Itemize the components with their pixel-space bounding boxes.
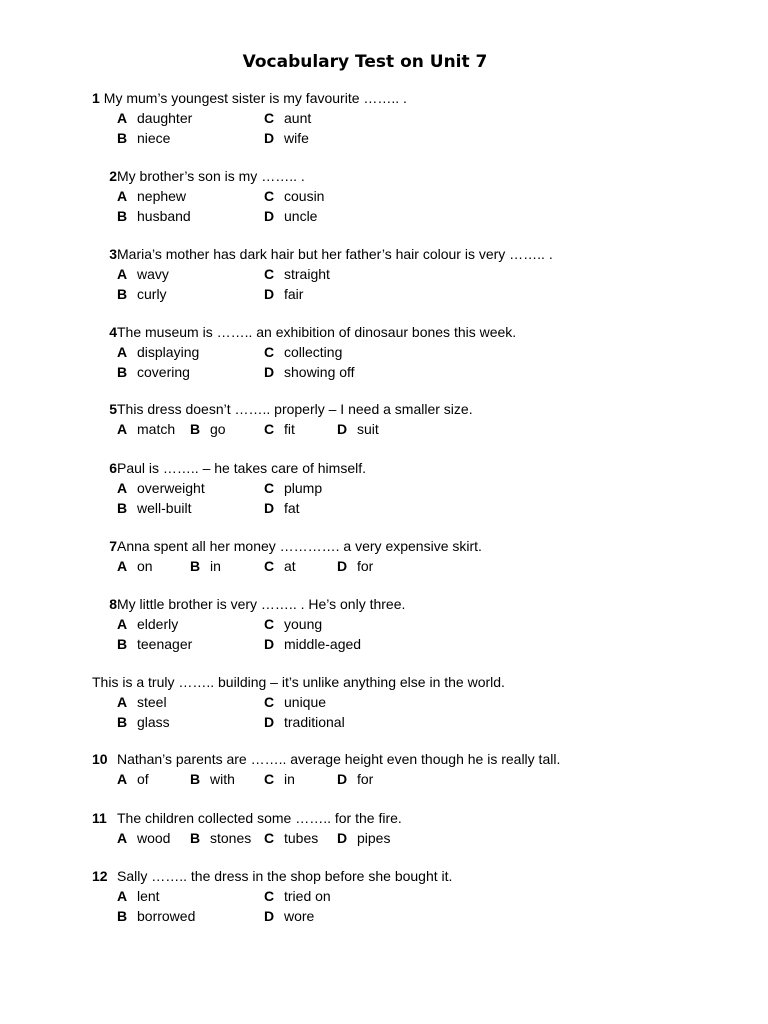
question-text: Nathan’s parents are …….. average height even though he is really tall. <box>117 751 561 767</box>
question-1 <box>92 88 732 148</box>
option-c[interactable]: C straight <box>264 266 330 282</box>
option-d[interactable]: D traditional <box>264 714 345 730</box>
option-d[interactable]: D pipes <box>337 830 391 846</box>
question-number: 7 <box>109 538 117 554</box>
option-d[interactable]: D middle-aged <box>264 636 362 652</box>
question-number: 6 <box>109 460 117 476</box>
question-number: 10 <box>92 751 108 767</box>
option-a[interactable]: A overweight <box>117 480 205 496</box>
option-b[interactable]: B husband <box>117 208 191 224</box>
question-text: This dress doesn’t …….. properly – I need a smaller size. <box>117 401 473 417</box>
option-b[interactable]: B go <box>190 421 226 437</box>
option-c[interactable]: C unique <box>264 694 327 710</box>
option-d[interactable]: D suit <box>337 421 379 437</box>
question-stem <box>92 88 732 108</box>
question-stem <box>92 866 732 886</box>
option-b[interactable]: B with <box>190 771 235 787</box>
question-stem <box>92 594 732 614</box>
option-c[interactable]: C plump <box>264 480 323 496</box>
question-text: This is a truly …….. building – it’s unlike anything else in the world. <box>92 674 505 690</box>
question-stem <box>92 166 732 186</box>
answer-options <box>117 478 732 518</box>
answer-options <box>117 264 732 304</box>
option-c[interactable]: C at <box>264 558 296 574</box>
question-number: 12 <box>92 868 108 884</box>
question-text: Maria’s mother has dark hair but her father’s hair colour is very …….. . <box>117 246 553 262</box>
question-stem <box>92 399 732 419</box>
option-a[interactable]: A match <box>117 421 176 437</box>
answer-options <box>117 342 732 382</box>
option-b[interactable]: B niece <box>117 130 171 146</box>
question-number: 5 <box>109 401 117 417</box>
question-number: 8 <box>109 596 117 612</box>
option-a[interactable]: A lent <box>117 888 160 904</box>
option-b[interactable]: B glass <box>117 714 170 730</box>
option-c[interactable]: C in <box>264 771 295 787</box>
question-stem <box>92 322 732 342</box>
option-c[interactable]: C fit <box>264 421 295 437</box>
option-b[interactable]: B covering <box>117 364 190 380</box>
option-c[interactable]: C collecting <box>264 344 343 360</box>
question-text: My brother’s son is my …….. . <box>117 168 305 184</box>
option-a[interactable]: A steel <box>117 694 167 710</box>
question-stem <box>92 244 732 264</box>
answer-options <box>117 186 732 226</box>
question-6 <box>92 458 732 518</box>
answer-options <box>117 419 732 439</box>
question-5 <box>92 399 732 439</box>
option-a[interactable]: A daughter <box>117 110 193 126</box>
question-3 <box>92 244 732 304</box>
question-number: 11 <box>92 810 107 826</box>
option-b[interactable]: B teenager <box>117 636 193 652</box>
question-9 <box>92 672 732 732</box>
question-stem <box>92 808 732 828</box>
answer-options <box>117 886 732 926</box>
question-text: The museum is …….. an exhibition of dinosaur bones this week. <box>117 324 517 340</box>
option-d[interactable]: D showing off <box>264 364 355 380</box>
option-b[interactable]: B curly <box>117 286 167 302</box>
question-2 <box>92 166 732 226</box>
question-10 <box>92 749 732 789</box>
question-11 <box>92 808 732 848</box>
answer-options <box>117 614 732 654</box>
option-c[interactable]: C tried on <box>264 888 331 904</box>
question-text: Anna spent all her money …………. a very expensive skirt. <box>117 538 482 554</box>
option-b[interactable]: B well-built <box>117 500 192 516</box>
option-a[interactable]: A wavy <box>117 266 169 282</box>
question-number: 2 <box>109 168 117 184</box>
option-a[interactable]: A wood <box>117 830 171 846</box>
question-stem <box>92 749 732 769</box>
answer-options <box>117 769 732 789</box>
option-a[interactable]: A on <box>117 558 153 574</box>
option-b[interactable]: B stones <box>190 830 252 846</box>
option-b[interactable]: B in <box>190 558 221 574</box>
option-d[interactable]: D fair <box>264 286 304 302</box>
option-d[interactable]: D wore <box>264 908 315 924</box>
option-a[interactable]: A displaying <box>117 344 200 360</box>
option-a[interactable]: A of <box>117 771 149 787</box>
option-d[interactable]: D fat <box>264 500 300 516</box>
answer-options <box>117 108 732 148</box>
option-b[interactable]: B borrowed <box>117 908 196 924</box>
question-stem <box>92 672 732 692</box>
option-a[interactable]: A elderly <box>117 616 179 632</box>
question-number: 3 <box>109 246 117 262</box>
question-number: 4 <box>109 324 117 340</box>
option-d[interactable]: D for <box>337 558 374 574</box>
page-title: Vocabulary Test on Unit 7 <box>242 52 488 72</box>
answer-options <box>117 692 732 732</box>
question-text: My mum’s youngest sister is my favourite …….. . <box>103 90 407 106</box>
question-4 <box>92 322 732 382</box>
question-text: My little brother is very …….. . He’s only three. <box>117 596 406 612</box>
option-d[interactable]: D uncle <box>264 208 318 224</box>
question-stem <box>92 536 732 556</box>
answer-options <box>117 556 732 576</box>
question-number: 1 <box>92 90 100 106</box>
question-8 <box>92 594 732 654</box>
question-text: Paul is …….. – he takes care of himself. <box>117 460 366 476</box>
option-c[interactable]: C aunt <box>264 110 312 126</box>
question-text: The children collected some …….. for the fire. <box>117 810 402 826</box>
option-d[interactable]: D wife <box>264 130 309 146</box>
question-text: Sally …….. the dress in the shop before she bought it. <box>117 868 453 884</box>
option-a[interactable]: A nephew <box>117 188 187 204</box>
option-d[interactable]: D for <box>337 771 374 787</box>
question-7 <box>92 536 732 576</box>
question-12 <box>92 866 732 926</box>
option-c[interactable]: C tubes <box>264 830 319 846</box>
option-c[interactable]: C cousin <box>264 188 325 204</box>
question-stem <box>92 458 732 478</box>
option-c[interactable]: C young <box>264 616 323 632</box>
answer-options <box>117 828 732 848</box>
